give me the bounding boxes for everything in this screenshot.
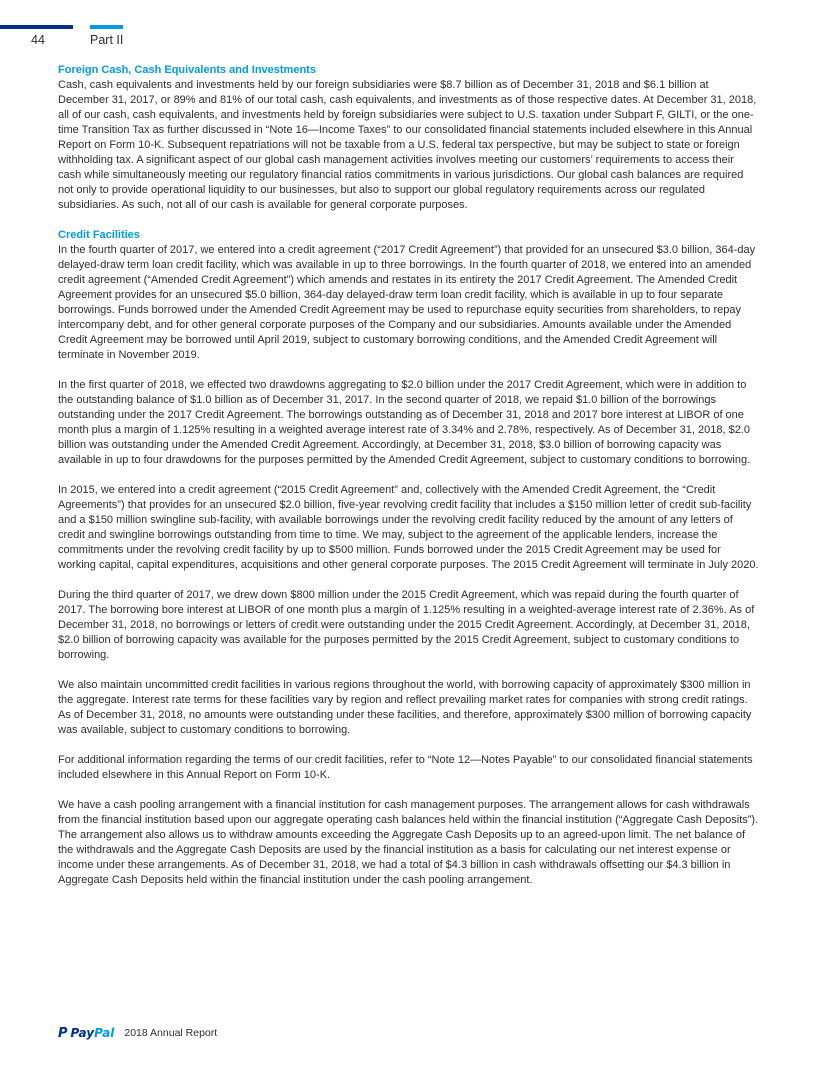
wordmark-pay: Pay [70, 1026, 95, 1040]
wordmark-pal: Pal [94, 1026, 115, 1040]
section-foreign-cash [58, 63, 760, 213]
report-title: 2018 Annual Report [124, 1027, 218, 1039]
paragraph: In the fourth quarter of 2017, we entered into a credit agreement (“2017 Credit Agreement”) that provided for an unsecured $3.0 billion, 364-day delayed-draw term loan credit facility, which was available in up to three borrowings. In the fourth quarter of 2018, we entered into an amended credit agreement (“Amended Credit Agreement”) which amends and restates in its entirety the 2017 Credit Agreement. The Amended Credit Agreement provides for an unsecured $5.0 billion, 364-day delayed-draw term loan credit facility, which is available in up to four separate borrowings. Funds borrowed under the Amended Credit Agreement may be used to repurchase equity securities from shareholders, to repay intercompany debt, and for other general corporate purposes of the Company and our subsidiaries. Amounts available under the Amended Credit Agreement may be borrowed until April 2019, subject to customary borrowing conditions, and the Amended Credit Agreement will terminate in November 2019. [58, 244, 756, 361]
paragraph: During the third quarter of 2017, we drew down $800 million under the 2015 Credit Agreement, which was repaid during the fourth quarter of 2017. The borrowing bore interest at LIBOR of one month plus a margin of 1.125% resulting in a weighted-average interest rate of 2.36%. As of December 31, 2018, no borrowings or letters of credit were outstanding under the 2015 Credit Agreement. Accordingly, at December 31, 2018, $2.0 billion of borrowing capacity was available for the purposes permitted by the 2015 Credit Agreement, subject to customary conditions to borrowing. [58, 589, 755, 661]
paypal-logo [58, 1026, 114, 1041]
section-credit-facilities [58, 228, 760, 888]
paragraph: We also maintain uncommitted credit facilities in various regions throughout the world, with borrowing capacity of approximately $300 million in the aggregate. Interest rate terms for these facilities vary by region and reflect prevailing market rates for companies with strong credit ratings. As of December 31, 2018, no amounts were outstanding under these facilities, and therefore, approximately $300 million of borrowing capacity was available, subject to customary conditions to borrowing. [58, 679, 752, 736]
section-heading: Foreign Cash, Cash Equivalents and Investments [58, 64, 316, 76]
paragraph: In 2015, we entered into a credit agreement (“2015 Credit Agreement” and, collectively with the Amended Credit Agreement, the “Credit Agreements”) that provides for an unsecured $2.0 billion, five-year revolving credit facility that includes a $150 million letter of credit sub-facility and a $150 million swingline sub-facility, with available borrowings under the revolving credit facility reduced by the amount of any letters of credit and swingline borrowings outstanding from time to time. We may, subject to the agreement of the applicable lenders, increase the commitments under the revolving credit facility by up to $500 million. Funds borrowed under the 2015 Credit Agreement may be used for working capital, capital expenditures, acquisitions and other general corporate purposes. The 2015 Credit Agreement will terminate in July 2020. [58, 484, 759, 571]
section-heading: Credit Facilities [58, 229, 140, 241]
part-label: Part II [90, 33, 124, 47]
paypal-logo-icon: P [58, 1025, 68, 1041]
header-accent-bar-blue [90, 25, 123, 29]
paragraph: In the first quarter of 2018, we effected two drawdowns aggregating to $2.0 billion under the 2017 Credit Agreement, which were in addition to the outstanding balance of $1.0 billion as of December 31, 2017. In the second quarter of 2018, we repaid $1.0 billion of the borrowings outstanding under the 2017 Credit Agreement. The borrowings outstanding as of December 31, 2018 and 2017 bore interest at LIBOR of one month plus a margin of 1.125% resulting in a weighted average interest rate of 3.34% and 2.78%, respectively. As of December 31, 2018, $2.0 billion was outstanding under the Amended Credit Agreement. Accordingly, at December 31, 2018, $3.0 billion of borrowing capacity was available in up to four drawdowns for the purposes permitted by the Amended Credit Agreement, subject to customary conditions to borrowing. [58, 379, 751, 466]
paragraph: We have a cash pooling arrangement with a financial institution for cash management purposes. The arrangement allows for cash withdrawals from the financial institution based upon our aggregate operating cash balances held within the financial institution (“Aggregate Cash Deposits”). The arrangement also allows us to withdraw amounts exceeding the Aggregate Cash Deposits up to an agreed-upon limit. The net balance of the withdrawals and the Aggregate Cash Deposits are used by the financial institution as a basis for calculating our net interest expense or income under these arrangements. As of December 31, 2018, we had a total of $4.3 billion in cash withdrawals offsetting our $4.3 billion in Aggregate Cash Deposits held within the financial institution under the cash pooling arrangement. [58, 799, 759, 886]
paragraph: For additional information regarding the terms of our credit facilities, refer to “Note 12—Notes Payable” to our consolidated financial statements included elsewhere in this Annual Report on Form 10-K. [58, 754, 753, 781]
page-footer [58, 1025, 217, 1041]
paragraph: Cash, cash equivalents and investments held by our foreign subsidiaries were $8.7 billion as of December 31, 2018 and $6.1 billion at December 31, 2017, or 89% and 81% of our total cash, cash equivalents, and investments as of those respective dates. At December 31, 2018, all of our cash, cash equivalents, and investments held by foreign subsidiaries were subject to U.S. taxation under Subpart F, GILTI, or the one-time Transition Tax as further discussed in “Note 16—Income Taxes” to our consolidated financial statements included elsewhere in this Annual Report on Form 10-K. Subsequent repatriations will not be taxable from a U.S. federal tax perspective, but may be subject to state or foreign withholding tax. A significant aspect of our global cash management activities involves meeting our customers’ requirements to access their cash while simultaneously meeting our regulatory financial ratios commitments in various jurisdictions. Our global cash balances are required not only to provide operational liquidity to our businesses, but also to support our global regulatory requirements across our regulated subsidiaries. As such, not all of our cash is available for general corporate purposes. [58, 79, 757, 211]
header-accent-bar-navy [0, 25, 73, 29]
page-number: 44 [31, 33, 45, 47]
paypal-wordmark [71, 1026, 115, 1040]
main-content [58, 63, 760, 903]
